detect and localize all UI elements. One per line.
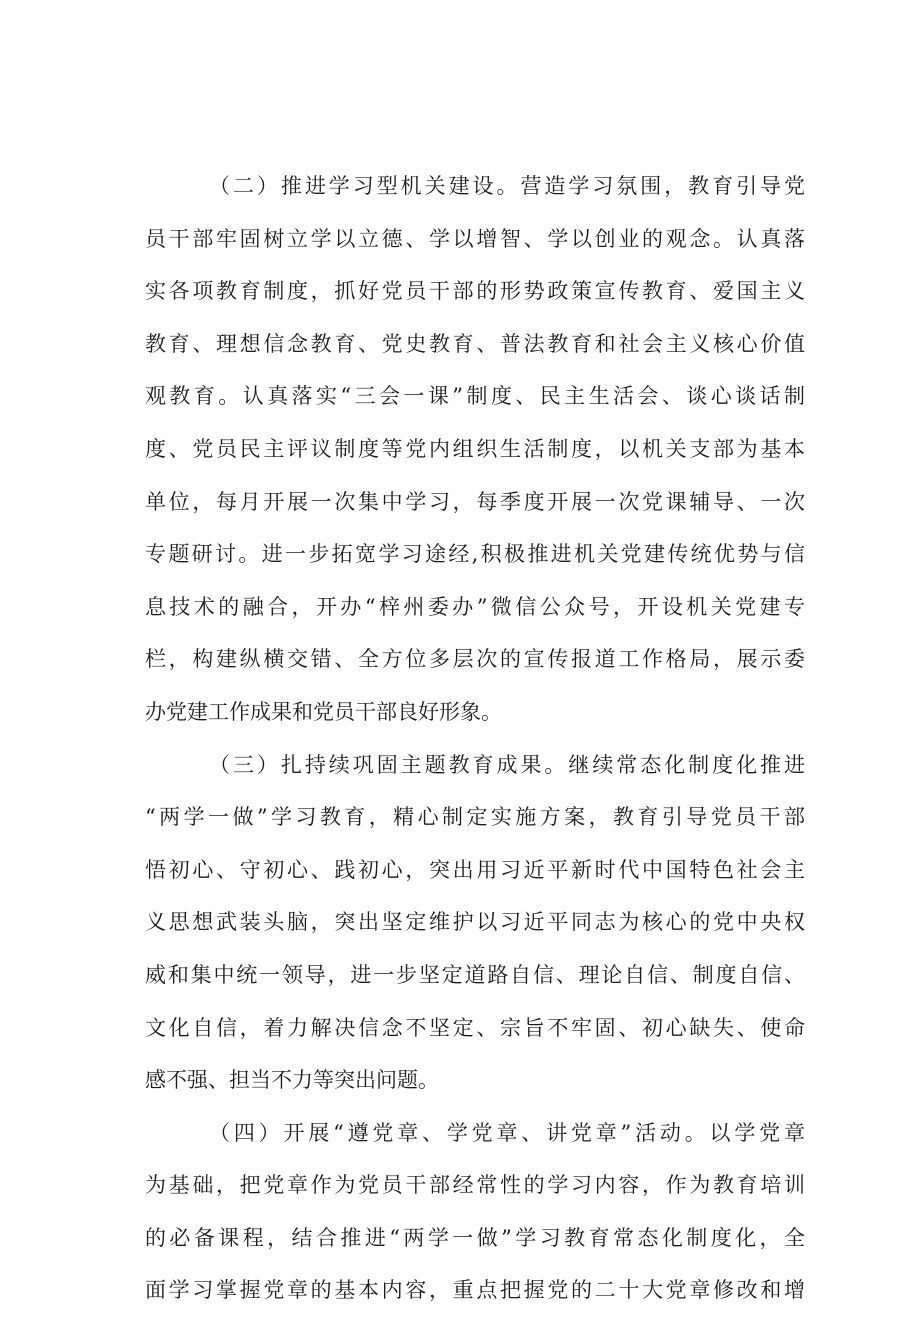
text-line: 栏，构建纵横交错、全方位多层次的宣传报道工作格局，展示委	[145, 647, 805, 672]
text-line: 员干部牢固树立学以立德、学以增智、学以创业的观念。认真落	[145, 226, 805, 251]
text-line: （三）扎持续巩固主题教育成果。继续常态化制度化推进	[209, 752, 805, 777]
document-body	[145, 160, 805, 1317]
text-line: 为基础，把党章作为党员干部经常性的学习内容，作为教育培训	[145, 1173, 805, 1198]
text-line: 实各项教育制度，抓好党员干部的形势政策宣传教育、爱国主义	[145, 279, 805, 304]
text-line: “两学一做”学习教育，精心制定实施方案，教育引导党员干部	[145, 805, 805, 830]
text-line: 悟初心、守初心、践初心，突出用习近平新时代中国特色社会主	[145, 857, 805, 882]
text-line: 观教育。认真落实“三会一课”制度、民主生活会、谈心谈话制	[145, 384, 805, 409]
text-line: 度、党员民主评议制度等党内组织生活制度，以机关支部为基本	[145, 436, 805, 461]
text-line: 办党建工作成果和党员干部良好形象。	[145, 699, 502, 724]
text-line: 息技术的融合，开办“梓州委办”微信公众号，开设机关党建专	[145, 594, 805, 619]
text-line: 单位，每月开展一次集中学习，每季度开展一次党课辅导、一次	[145, 489, 805, 514]
text-line: 威和集中统一领导，进一步坚定道路自信、理论自信、制度自信、	[145, 962, 805, 987]
text-line: 的必备课程，结合推进“两学一做”学习教育常态化制度化，全	[145, 1225, 805, 1250]
text-line: 文化自信，着力解决信念不坚定、宗旨不牢固、初心缺失、使命	[145, 1015, 805, 1040]
text-line: 面学习掌握党章的基本内容，重点把握党的二十大党章修改和增	[145, 1278, 805, 1303]
text-line: （四）开展“遵党章、学党章、讲党章”活动。以学党章	[209, 1120, 805, 1145]
text-line: 教育、理想信念教育、党史教育、普法教育和社会主义核心价值	[145, 331, 805, 356]
text-line: 感不强、担当不力等突出问题。	[145, 1068, 439, 1093]
text-line: 专题研讨。进一步拓宽学习途经,积极推进机关党建传统优势与信	[145, 542, 805, 567]
text-line: （二）推进学习型机关建设。营造学习氛围，教育引导党	[209, 174, 805, 198]
text-line: 义思想武装头脑，突出坚定维护以习近平同志为核心的党中央权	[145, 910, 805, 935]
